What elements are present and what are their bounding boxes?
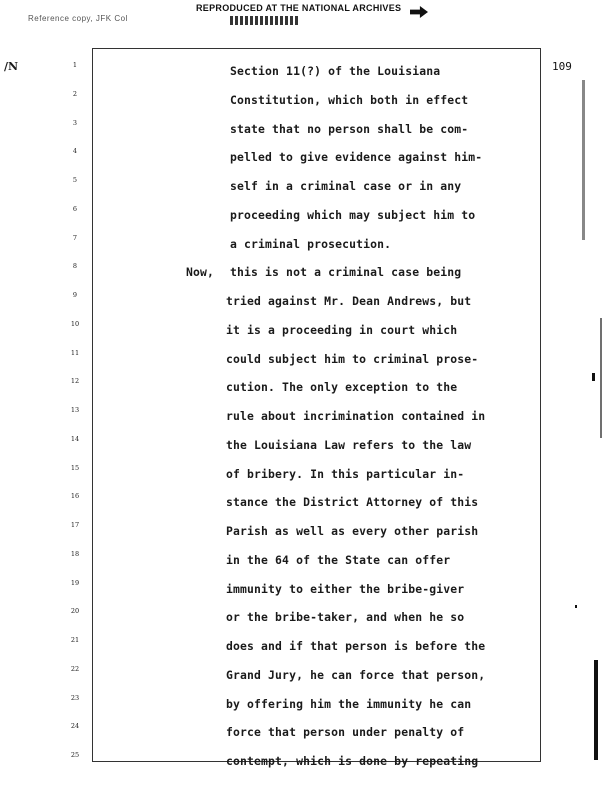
transcript-line: immunity to either the bribe-giver — [226, 581, 465, 596]
transcript-line: or the bribe-taker, and when he so — [226, 610, 465, 625]
scan-artifact — [594, 660, 598, 760]
stamp-marks — [230, 16, 300, 25]
scan-artifact — [600, 318, 602, 438]
transcript-line: cution. The only exception to the — [226, 380, 458, 395]
line-number: 6 — [72, 204, 78, 213]
line-number: 11 — [70, 348, 80, 357]
line-number: 15 — [70, 463, 80, 472]
margin-mark: /N — [4, 60, 19, 73]
transcript-line: self in a criminal case or in any — [230, 179, 462, 193]
transcript-line: this is not a criminal case being — [230, 265, 462, 280]
arrow-icon — [410, 6, 428, 18]
transcript-line: by offering him the immunity he can — [226, 696, 472, 711]
line-number: 21 — [70, 636, 80, 644]
line-number: 3 — [72, 118, 78, 127]
transcript-line: Grand Jury, he can force that person, — [226, 667, 486, 682]
line-number: 9 — [72, 291, 78, 299]
reference-note: Reference copy, JFK Col — [28, 14, 128, 23]
transcript-line: it is a proceeding in court which — [226, 322, 458, 337]
page-number: 109 — [552, 60, 572, 73]
line-number: 23 — [70, 693, 80, 702]
line-number: 7 — [72, 233, 78, 242]
line-number: 17 — [70, 521, 80, 529]
line-number: 18 — [70, 549, 80, 558]
line-number: 13 — [70, 406, 80, 414]
line-number: 10 — [70, 319, 80, 328]
transcript-line: proceeding which may subject him to — [230, 207, 476, 222]
scan-artifact — [575, 605, 577, 608]
transcript-line: of bribery. In this particular in- — [226, 466, 465, 481]
line-number: 16 — [70, 492, 80, 501]
transcript-line: state that no person shall be com- — [230, 121, 469, 136]
line-number: 8 — [72, 262, 78, 271]
transcript-line: in the 64 of the State can offer — [226, 552, 451, 567]
line-number: 19 — [70, 578, 80, 587]
page-frame-top — [92, 48, 541, 49]
line-number: 12 — [70, 377, 80, 386]
scan-artifact — [592, 373, 595, 381]
scan-artifact — [582, 80, 585, 240]
transcript-line: force that person under penalty of — [226, 725, 465, 740]
line-number: 20 — [70, 607, 80, 616]
line-number: 1 — [72, 61, 78, 69]
transcript-line: the Louisiana Law refers to the law — [226, 437, 472, 452]
transcript-line: Parish as well as every other parish — [226, 524, 479, 538]
line-lead-word: Now, — [186, 265, 215, 280]
transcript-line: contempt, which is done by repeating — [226, 754, 479, 768]
line-number: 24 — [70, 722, 80, 731]
transcript-line: pelled to give evidence against him- — [230, 150, 483, 165]
line-number: 14 — [70, 434, 80, 443]
line-number: 22 — [70, 664, 80, 673]
line-number: 4 — [72, 147, 78, 156]
line-number: 5 — [72, 176, 78, 184]
line-number: 2 — [72, 89, 78, 98]
transcript-line: could subject him to criminal prose- — [226, 351, 479, 366]
transcript-line: tried against Mr. Dean Andrews, but — [226, 294, 472, 308]
transcript-line: Constitution, which both in effect — [230, 92, 469, 107]
transcript-line: rule about incrimination contained in — [226, 409, 486, 423]
transcript-line: does and if that person is before the — [226, 639, 486, 653]
transcript-line: stance the District Attorney of this — [226, 495, 479, 510]
archive-stamp: REPRODUCED AT THE NATIONAL ARCHIVES — [196, 3, 402, 13]
transcript-line: a criminal prosecution. — [230, 236, 392, 251]
line-number: 25 — [70, 751, 80, 759]
transcript-line: Section 11(?) of the Louisiana — [230, 64, 441, 78]
